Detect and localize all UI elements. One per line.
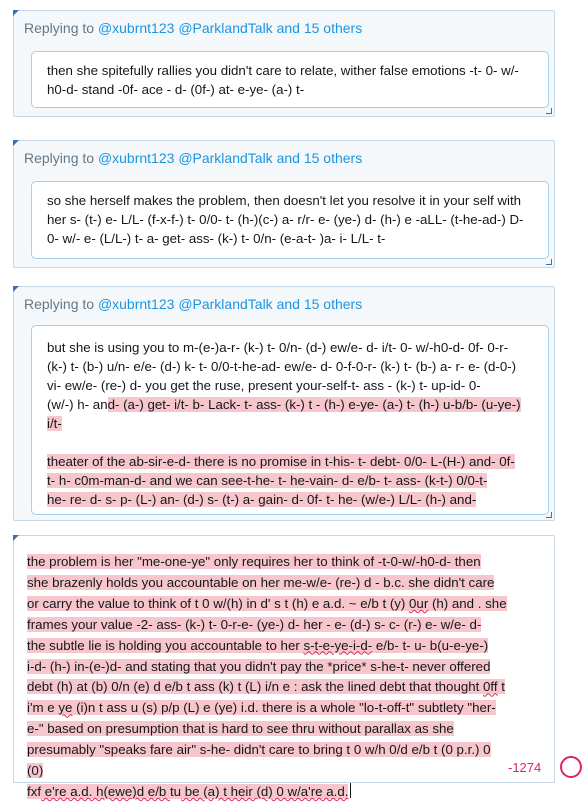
text-segment: the subtle lie is holding you accountable to her bbox=[27, 637, 304, 653]
text-line bbox=[27, 719, 548, 740]
over-limit-text: frames your value -2- ass- (k-) t- 0-r-e- (ye-) d- her - e- (d-) s- c- (r-) e- w/e- d- bbox=[27, 616, 482, 632]
text-line bbox=[27, 573, 548, 594]
replying-to-line bbox=[24, 20, 362, 36]
text-line bbox=[47, 490, 534, 509]
misspelled-word[interactable]: s-t-e-ye-i-d- bbox=[303, 637, 373, 653]
misspelled-word[interactable]: 0ff bbox=[483, 679, 498, 695]
over-limit-text: t- h- c0m-man-d- and we can see-t-he- t- he-vain- d- e/b- t- ass- (k-t-) 0/0-t- bbox=[47, 473, 488, 488]
text-line: (k-) t- (b-) u/n- e/e- (d-) k- t- 0/0-t-he-ad- ew/e- d- 0-f-0-r- (k-) t- (b-) a- r- e- (d-0-) bbox=[47, 359, 517, 374]
corner-marker-icon bbox=[13, 535, 19, 541]
resize-corner-icon[interactable] bbox=[546, 512, 552, 518]
over-limit-text bbox=[27, 596, 507, 611]
text-line bbox=[27, 594, 548, 615]
others-link[interactable]: and 15 others bbox=[276, 150, 363, 166]
resize-corner-icon[interactable] bbox=[546, 108, 552, 114]
mention-link[interactable]: @ParklandTalk bbox=[178, 296, 273, 312]
text-line bbox=[47, 452, 534, 471]
replying-to-label: Replying to bbox=[24, 150, 95, 166]
text-line bbox=[27, 761, 548, 782]
text-line: 0- w/- e- (L/L-) t- a- get- ass- (k-) t- 0/n- (e-a-t- )a- i- L/L- t- bbox=[47, 231, 386, 246]
others-link[interactable]: and 15 others bbox=[276, 296, 363, 312]
text-segment: or carry the value to think of t 0 w/(h) in d' s t (h) e a.d. ~ e/b t (y) bbox=[27, 595, 410, 611]
over-limit-text bbox=[27, 700, 496, 715]
replying-to-label: Replying to bbox=[24, 296, 95, 312]
over-limit-text bbox=[27, 638, 488, 653]
reply-composer-2 bbox=[13, 140, 555, 268]
text-caret bbox=[350, 783, 351, 798]
over-limit-text bbox=[27, 679, 505, 694]
character-counter: -1274 bbox=[508, 760, 542, 775]
text-line: h0-d- stand -0f- ace - d- (0f-) at- e-ye- (a-) t- bbox=[47, 82, 305, 97]
text-line bbox=[27, 657, 548, 678]
text-segment: i'm e bbox=[27, 700, 59, 716]
reply-composer-3 bbox=[13, 286, 555, 521]
text-segment: e/b- t- u- b(u-e-ye-) bbox=[372, 637, 489, 653]
misspelled-word[interactable]: be (a) t heir (d) 0 w/a're a.d. bbox=[181, 783, 349, 799]
over-limit-text: the problem is her "me-one-ye" only requires her to think of -t-0-w/-h0-d- then bbox=[27, 554, 481, 569]
others-link[interactable]: and 15 others bbox=[276, 20, 363, 36]
corner-marker-icon bbox=[13, 286, 19, 292]
text-line: vi- ew/e- (re-) d- you get the ruse, present your-self-t- ass - (k-) t- up-id- 0- bbox=[47, 378, 481, 393]
text-segment: (h) and . she bbox=[428, 595, 507, 611]
tweet-textbox[interactable] bbox=[20, 546, 552, 799]
over-limit-text: theater of the ab-sir-e-d- there is no promise in t-his- t- debt- 0/0- L-(H-) and- 0f- bbox=[47, 454, 515, 469]
over-limit-text: i-d- (h-) in-(e-)d- and stating that you didn't pay the *price* s-he-t- never offered bbox=[27, 658, 491, 674]
misspelled-word[interactable]: e're a.d. h(ewe)d e/b bbox=[41, 783, 170, 799]
text-segment: debt (h) at (b) 0/n (e) d e/b t ass (k) t (L) i/n e : ask the lined debt that thought bbox=[27, 679, 484, 695]
text-segment: (w/-) h- an bbox=[47, 397, 108, 412]
over-limit-text: d- (a-) get- i/t- b- Lack- t- ass- (k-) t - (h-) e-ye- (a-) t- (h-) u-b/b- (u-ye-) bbox=[107, 397, 521, 412]
corner-marker-icon bbox=[13, 10, 19, 16]
text-line: but she is using you to m-(e-)a-r- (k-) t- 0/n- (d-) ew/e- d- i/t- 0- w/-h0-d- 0f- 0-r- bbox=[47, 340, 509, 355]
over-limit-text: presumably "speaks fare air" s-he- didn't care to bring t 0 w/h 0/d e/b t (0 p.r.) 0 bbox=[27, 742, 491, 758]
over-limit-text: he- re- d- s- p- (L-) an- (d-) s- (t-) a- gain- d- 0f- t- he- (w/e-) L/L- (h-) and- bbox=[47, 492, 477, 507]
misspelled-word[interactable]: ye bbox=[58, 700, 73, 716]
reply-composer-4 bbox=[13, 535, 555, 799]
mention-link[interactable]: @xubrnt123 bbox=[97, 20, 175, 36]
tweet-textbox[interactable] bbox=[31, 325, 549, 515]
text-segment: t bbox=[497, 679, 505, 695]
replying-to-line bbox=[24, 150, 362, 166]
counter-ring-icon bbox=[560, 756, 582, 778]
text-line bbox=[27, 615, 548, 636]
text-line: then she spitefully rallies you didn't care to relate, wither false emotions -t- 0- w/- bbox=[47, 63, 519, 78]
over-limit-text: (0) bbox=[27, 763, 44, 779]
replying-to-label: Replying to bbox=[24, 20, 95, 36]
text-line bbox=[27, 677, 548, 698]
text-segment: fxf bbox=[27, 783, 42, 799]
misspelled-word[interactable]: 0ur bbox=[409, 595, 429, 611]
corner-marker-icon bbox=[13, 140, 19, 146]
text-line bbox=[27, 740, 548, 761]
tweet-textbox[interactable] bbox=[31, 51, 549, 108]
text-line bbox=[47, 395, 534, 414]
resize-corner-icon[interactable] bbox=[546, 259, 552, 265]
mention-link[interactable]: @xubrnt123 bbox=[97, 150, 175, 166]
text-line: so she herself makes the problem, then doesn't let you resolve it in your self with bbox=[47, 193, 522, 208]
text-line bbox=[27, 782, 548, 803]
mention-link[interactable]: @ParklandTalk bbox=[178, 150, 273, 166]
text-segment: tu bbox=[169, 783, 182, 799]
mention-link[interactable]: @xubrnt123 bbox=[97, 296, 175, 312]
replying-to-line bbox=[24, 296, 362, 312]
tweet-textbox[interactable] bbox=[31, 181, 549, 259]
text-segment: (i)n t ass u (s) p/p (L) e (ye) i.d. there is a whole "lo-t-off-t" subtlety "her- bbox=[72, 700, 496, 716]
reply-composer-1 bbox=[13, 10, 555, 117]
text-line: her s- (t-) e- L/L- (f-x-f-) t- 0/0- t- (h-)(c-) a- r/r- e- (ye-) d- (h-) e -aLL- (t-he-ad-) D- bbox=[47, 212, 524, 227]
text-line bbox=[27, 552, 548, 573]
mention-link[interactable]: @ParklandTalk bbox=[178, 20, 273, 36]
over-limit-text: she brazenly holds you accountable on her me-w/e- (re-) d - b.c. she didn't care bbox=[27, 574, 495, 590]
over-limit-text: i/t- bbox=[47, 416, 62, 431]
text-line bbox=[47, 471, 534, 490]
text-line bbox=[47, 414, 534, 433]
over-limit-text: e-" based on presumption that is hard to see thru without parallax as she bbox=[27, 721, 454, 737]
blank-line bbox=[47, 433, 534, 452]
over-limit-text bbox=[27, 784, 348, 799]
text-line bbox=[27, 636, 548, 657]
text-line bbox=[27, 698, 548, 719]
